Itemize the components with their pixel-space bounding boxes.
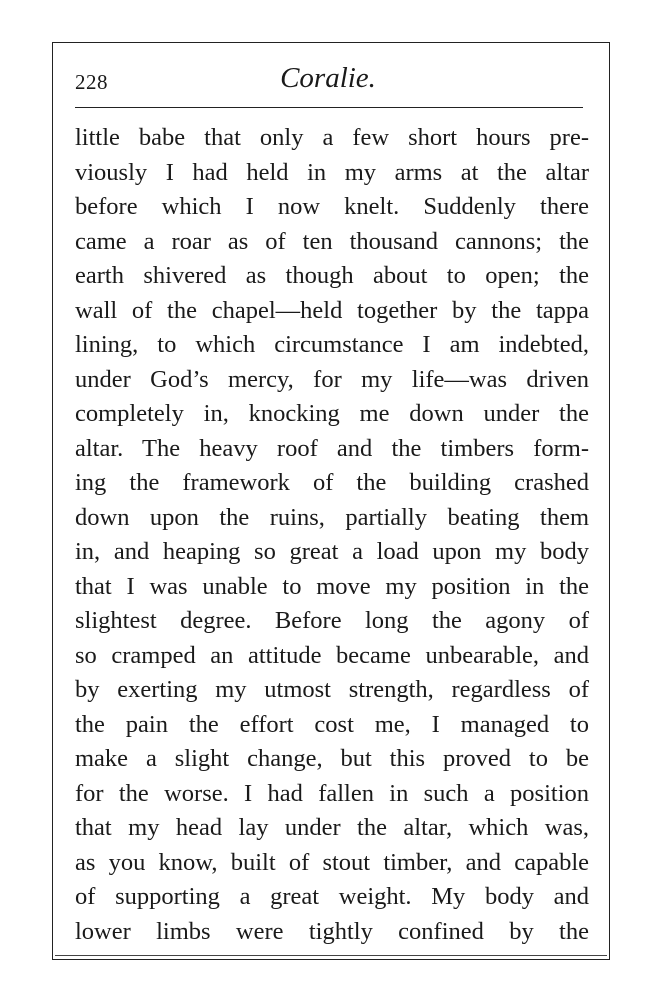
text-line: viously I had held in my arms at the altar (75, 158, 589, 186)
text-line: lining, to which circumstance I am indebted, (75, 331, 589, 358)
text-line: as you know, built of stout timber, and capable (75, 848, 589, 876)
text-line: wall of the chapel—held together by the tappa (75, 296, 589, 324)
text-line: that I was unable to move my position in the (75, 572, 589, 600)
text-line: slightest degree. Before long the agony of (75, 607, 589, 634)
text-line: ing the framework of the building crashed (75, 469, 589, 496)
text-line: little babe that only a few short hours pre- (75, 124, 589, 151)
text-line: completely in, knocking me down under the (75, 400, 589, 427)
text-line: that my head lay under the altar, which was, (75, 814, 589, 841)
text-line: came a roar as of ten thousand cannons; the (75, 227, 589, 255)
header-rule (75, 107, 583, 108)
running-head (75, 62, 581, 102)
text-line: the pain the effort cost me, I managed to (75, 710, 589, 738)
text-line: lower limbs were tightly confined by the (75, 917, 589, 945)
text-line: of supporting a great weight. My body and (75, 883, 589, 910)
text-line: by exerting my utmost strength, regardless of (75, 676, 589, 703)
text-line: in, and heaping so great a load upon my body (75, 538, 589, 565)
running-title: Coralie. (280, 62, 376, 94)
text-line: so cramped an attitude became unbearable, and (75, 641, 589, 669)
text-line: before which I now knelt. Suddenly there (75, 193, 589, 220)
text-line: make a slight change, but this proved to be (75, 745, 589, 772)
page-number: 228 (75, 70, 108, 94)
text-line: down upon the ruins, partially beating them (75, 503, 589, 531)
text-line: altar. The heavy roof and the timbers form- (75, 434, 589, 462)
text-line: under God’s mercy, for my life—was driven (75, 365, 589, 393)
text-line: for the worse. I had fallen in such a position (75, 779, 589, 807)
body-text (75, 121, 589, 949)
text-line: earth shivered as though about to open; the (75, 262, 589, 289)
